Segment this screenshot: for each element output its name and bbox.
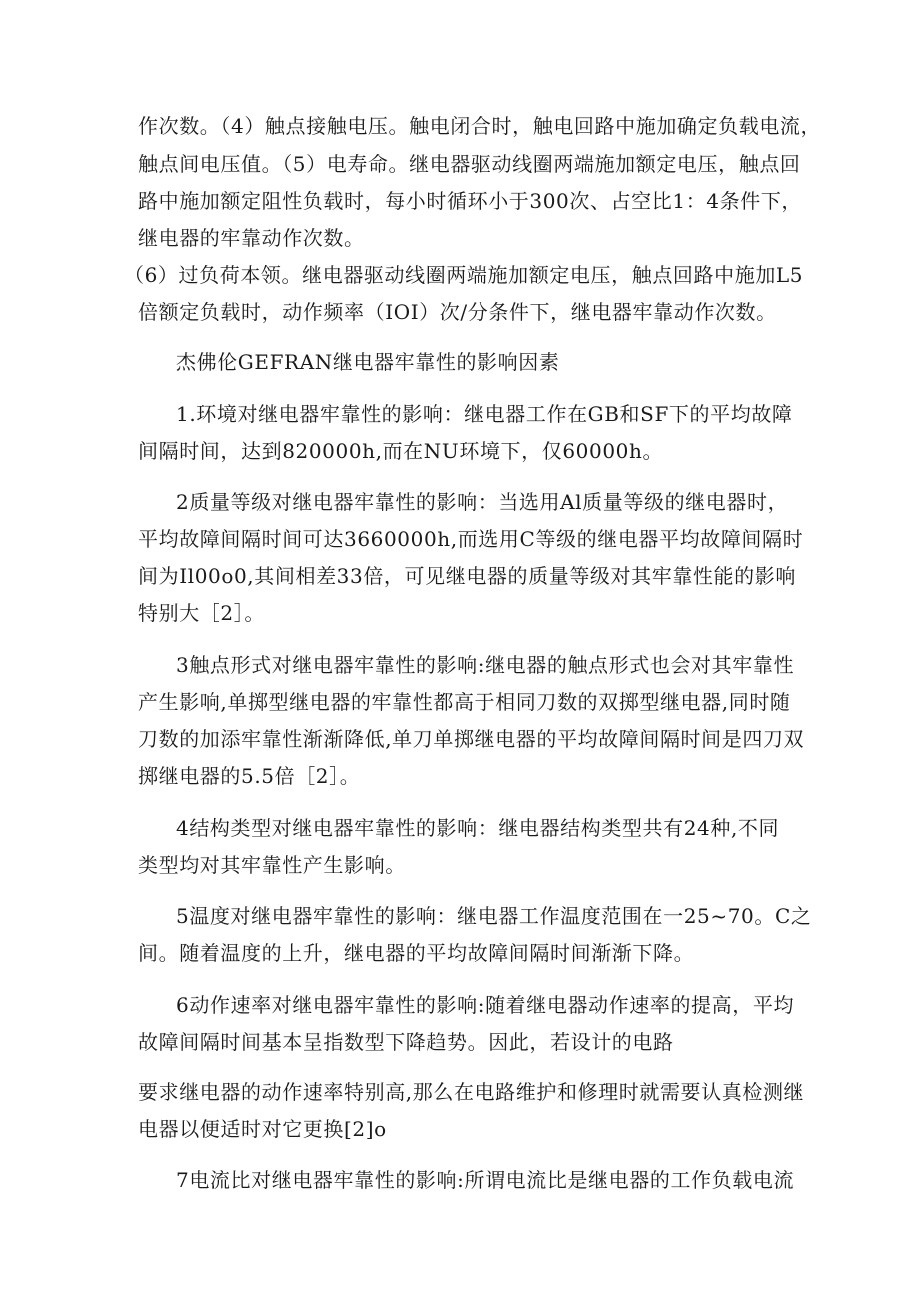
text-line-3: 路中施加额定阻性负载时，每小时循环小于300次、占空比1：4条件下， bbox=[138, 189, 803, 213]
text-line-14: 3触点形式对继电器牢靠性的影响:继电器的触点形式也会对其牢靠性 bbox=[176, 653, 795, 677]
text-line-2: 触点间电压值。（5）电寿命。继电器驱动线圈两端施加额定电压，触点回 bbox=[138, 152, 801, 176]
text-line-26: 7电流比对继电器牢靠性的影响:所谓电流比是继电器的工作负载电流 bbox=[176, 1168, 795, 1192]
text-line-6: 倍额定负载时，动作频率（IOI）次/分条件下，继电器牢靠动作次数。 bbox=[138, 300, 777, 324]
text-line-15: 产生影响,单掷型继电器的牢靠性都高于相同刀数的双掷型继电器,同时随 bbox=[138, 690, 791, 714]
text-line-10: 2质量等级对继电器牢靠性的影响：当选用Al质量等级的继电器时， bbox=[176, 490, 789, 514]
text-line-22: 6动作速率对继电器牢靠性的影响:随着继电器动作速率的提高，平均 bbox=[176, 993, 795, 1017]
section-heading: 杰佛伦GEFRAN继电器牢靠性的影响因素 bbox=[176, 350, 560, 374]
text-line-13: 特别大［2］。 bbox=[138, 601, 265, 625]
text-line-25: 电器以便适时对它更换[2]o bbox=[138, 1117, 387, 1141]
text-line-1: 作次数。（4）触点接触电压。触电闭合时，触电回路中施加确定负载电流， bbox=[138, 114, 822, 138]
text-line-23: 故障间隔时间基本呈指数型下降趋势。因此，若设计的电路 bbox=[138, 1030, 674, 1054]
text-line-18: 4结构类型对继电器牢靠性的影响：继电器结构类型共有24种,不同 bbox=[176, 816, 780, 840]
text-line-24: 要求继电器的动作速率特别高,那么在电路维护和修理时就需要认真检测继 bbox=[138, 1080, 805, 1104]
text-line-9: 间隔时间，达到820000h,而在NU环境下，仅60000h。 bbox=[138, 439, 664, 463]
text-line-5: （6）过负荷本领。继电器驱动线圈两端施加额定电压，触点回路中施加L5 bbox=[124, 263, 804, 287]
text-line-8: 1.环境对继电器牢靠性的影响：继电器工作在GB和SF下的平均故障 bbox=[176, 402, 793, 426]
text-line-16: 刀数的加添牢靠性渐渐降低,单刀单掷继电器的平均故障间隔时间是四刀双 bbox=[138, 727, 805, 751]
text-line-12: 间为Il00o0,其间相差33倍，可见继电器的质量等级对其牢靠性能的影响 bbox=[138, 564, 796, 588]
text-line-20: 5温度对继电器牢靠性的影响：继电器工作温度范围在一25~70。C之 bbox=[176, 904, 812, 928]
text-line-4: 继电器的牢靠动作次数。 bbox=[138, 226, 365, 250]
text-line-21: 间。随着温度的上升，继电器的平均故障间隔时间渐渐下降。 bbox=[138, 941, 695, 965]
text-line-19: 类型均对其牢靠性产生影响。 bbox=[138, 853, 406, 877]
text-line-11: 平均故障间隔时间可达3660000h,而选用C等级的继电器平均故障间隔时 bbox=[138, 527, 804, 551]
text-line-17: 掷继电器的5.5倍［2］。 bbox=[138, 764, 361, 788]
